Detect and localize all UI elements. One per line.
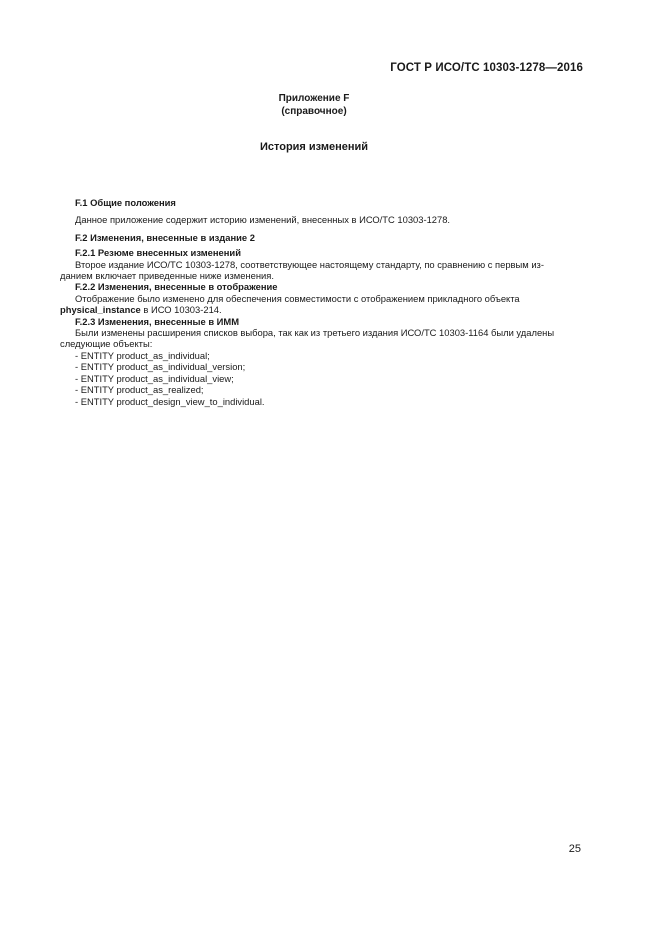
section-f23-text-line2: следующие объекты:: [60, 338, 153, 350]
section-f23-heading: F.2.3 Изменения, внесенные в ИММ: [75, 315, 240, 327]
section-f22-heading: F.2.2 Изменения, внесенные в отображение: [75, 281, 278, 293]
annex-title: Приложение F: [278, 93, 350, 104]
removed-entities-list: [75, 350, 583, 407]
section-f22-text-line2: [60, 304, 583, 315]
section-f21-text-line1: Второе издание ИСО/ТС 10303-1278, соответствующее настоящему стандарту, по сравнению с первым из-: [75, 258, 544, 270]
section-f23-text-line1: Были изменены расширения списков выбора, так как из третьего издания ИСО/ТС 10303-1164 были удалены: [75, 327, 555, 339]
list-item: - ENTITY product_as_individual_version;: [75, 361, 246, 373]
list-item: - ENTITY product_as_individual_view;: [75, 372, 234, 384]
section-f21-heading: F.2.1 Резюме внесенных изменений: [75, 247, 241, 259]
document-code: ГОСТ Р ИСО/ТС 10303-1278—2016: [390, 62, 583, 74]
section-f21-text-line2: данием включает приведенные ниже изменения.: [60, 270, 274, 282]
history-heading: История изменений: [259, 141, 369, 153]
list-item: - ENTITY product_design_view_to_individual.: [75, 395, 265, 407]
annex-subtitle: (справочное): [281, 106, 347, 117]
section-f1-heading: F.1 Общие положения: [75, 197, 176, 208]
entity-name-physical-instance: physical_instance: [60, 304, 141, 316]
section-f22-text-line1: Отображение было изменено для обеспечения совместимости с отображением прикладного объекта: [75, 292, 520, 304]
document-body: [60, 197, 583, 407]
list-item: - ENTITY product_as_individual;: [75, 349, 210, 361]
section-f22-text-line2-rest: в ИСО 10303-214.: [140, 304, 222, 316]
list-item: - ENTITY product_as_realized;: [75, 384, 204, 396]
section-f1-text: Данное приложение содержит историю изменений, внесенных в ИСО/ТС 10303-1278.: [75, 214, 451, 226]
page-number: 25: [568, 843, 581, 855]
section-f2-heading: F.2 Изменения, внесенные в издание 2: [75, 231, 255, 243]
